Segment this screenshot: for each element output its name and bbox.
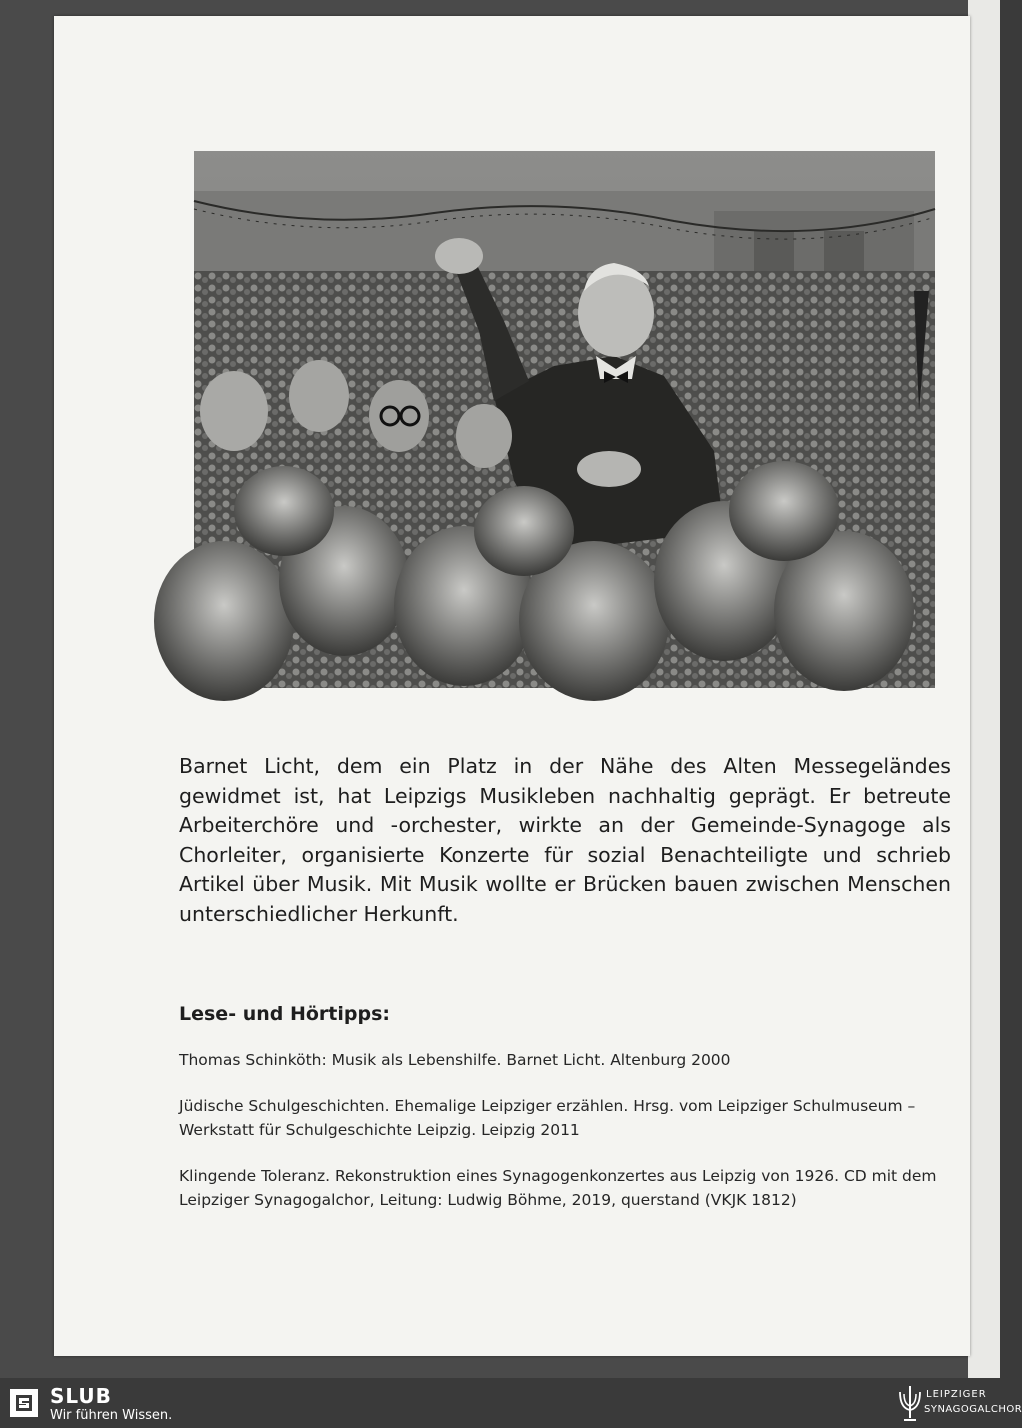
- conductor-crowd-photo: [194, 151, 935, 688]
- biography-paragraph: Barnet Licht, dem ein Platz in der Nähe des Alten Messegeländes gewidmet ist, hat Leipzigs Musikleben nachhaltig geprägt. Er betreute Arbeiterchöre und -orchester, wirkte an der Gemeinde-Synagoge als Chorleiter, organisierte Konzerte für sozial Benachteiligte und schrieb Artikel über Musik. Mit Musik wollte er Brücken bauen zwischen Menschen unterschiedlicher Herkunft.: [179, 754, 951, 926]
- reference-item: Jüdische Schulgeschichten. Ehemalige Leipziger erzählen. Hrsg. vom Leipziger Schulmuseum – Werkstatt für Schulgeschichte Leipzig. Leipzig 2011: [179, 1097, 916, 1139]
- historical-photo: [194, 151, 935, 688]
- slub-logo-icon: [8, 1387, 40, 1419]
- footer-bar: [0, 1378, 1022, 1428]
- library-name: SLUB: [50, 1384, 112, 1408]
- reference-item: Thomas Schinköth: Musik als Lebenshilfe. Barnet Licht. Altenburg 2000: [179, 1051, 731, 1069]
- choir-name-line2: SYNAGOGALCHOR: [924, 1404, 1022, 1415]
- choir-name-line1: LEIPZIGER: [926, 1389, 987, 1400]
- library-tagline: Wir führen Wissen.: [50, 1408, 173, 1423]
- reading-tips-heading: Lese- und Hörtipps:: [179, 1003, 390, 1025]
- menorah-logo-icon: [896, 1382, 924, 1424]
- reference-item: Klingende Toleranz. Rekonstruktion eines Synagogenkonzertes aus Leipzig von 1926. CD mit dem Leipziger Synagogalchor, Leitung: Ludwig Böhme, 2019, querstand (VKJK 1812): [179, 1167, 937, 1209]
- next-page-edge: [968, 0, 1000, 1378]
